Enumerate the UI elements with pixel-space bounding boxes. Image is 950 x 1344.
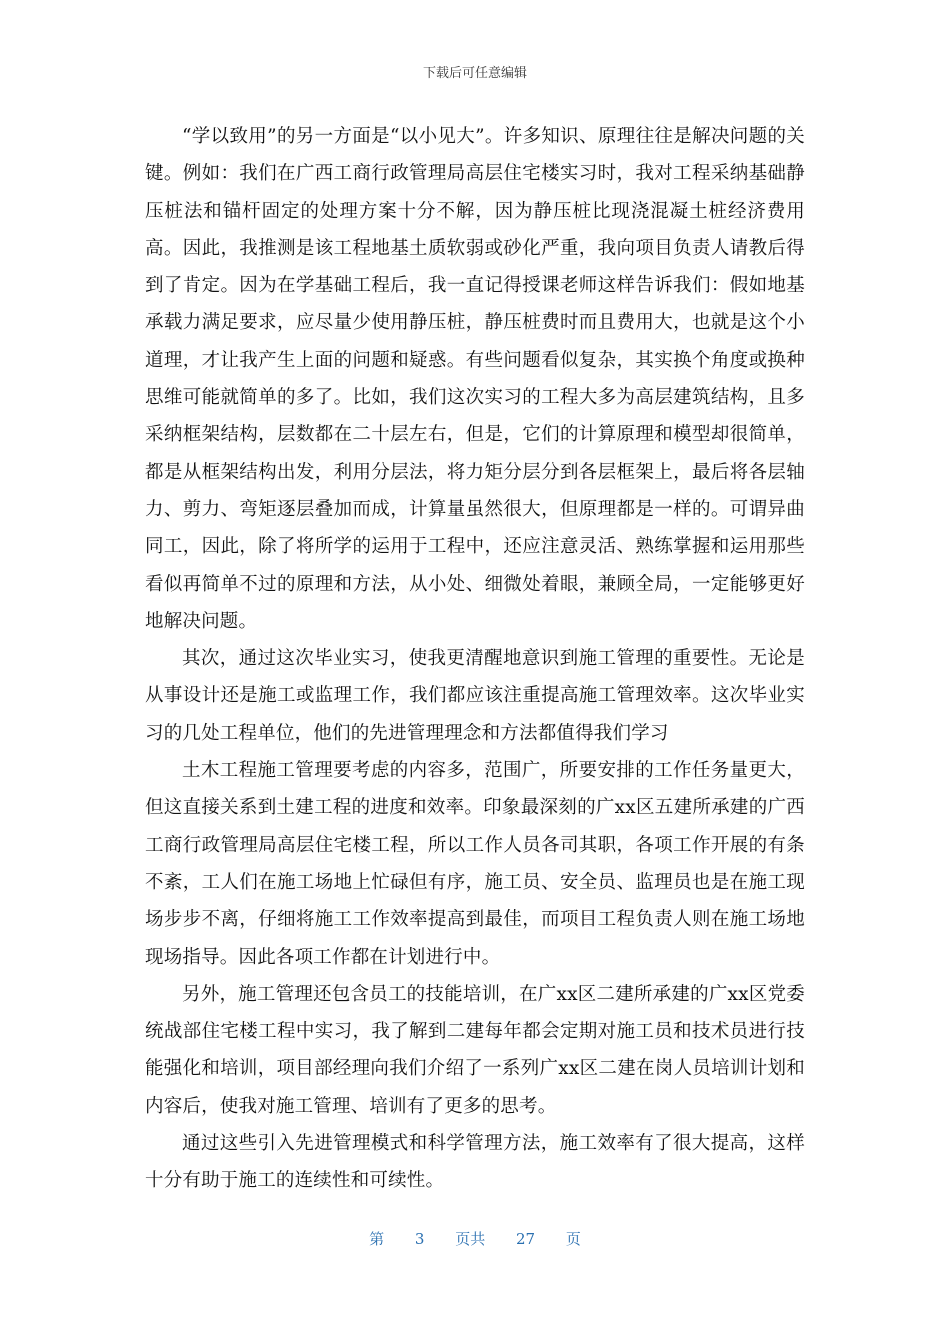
header-text: 下载后可任意编辑 — [422, 66, 527, 81]
paragraph: 土木工程施工管理要考虑的内容多，范围广，所要安排的工作任务量更大，但这直接关系到土建工程的进度和效率。印象最深刻的广xx区五建所承建的广西工商行政管理局高层住宅楼工程，所以工作人员各司其职，各项工作开展的有条不紊，工人们在施工场地上忙碌但有序，施工员、安全员、监理员也是在施工现场步步不离，仔细将施工工作效率提高到最佳，而项目工程负责人则在施工场地现场指导。因此各项工作都在计划进行中。 — [145, 760, 805, 968]
page-footer — [0, 1228, 950, 1250]
footer-middle: 页共 — [455, 1230, 486, 1248]
page-header — [0, 64, 950, 84]
current-page-number: 3 — [414, 1230, 425, 1248]
document-body — [145, 118, 805, 1200]
paragraph: 通过这些引入先进管理模式和科学管理方法，施工效率有了很大提高，这样十分有助于施工的连续性和可续性。 — [145, 1133, 805, 1192]
footer-prefix: 第 — [369, 1230, 385, 1248]
paragraph: “学以致用”的另一方面是“以小见大”。许多知识、原理往往是解决问题的关键。例如：我们在广西工商行政管理局高层住宅楼实习时，我对工程采纳基础静压桩法和锚杆固定的处理方案十分不解，因为静压桩比现浇混凝土桩经济费用高。因此，我推测是该工程地基土质软弱或砂化严重，我向项目负责人请教后得到了肯定。因为在学基础工程后，我一直记得授课老师这样告诉我们：假如地基承载力满足要求，应尽量少使用静压桩，静压桩费时而且费用大，也就是这个小道理，才让我产生上面的问题和疑惑。有些问题看似复杂，其实换个角度或换种思维可能就简单的多了。比如，我们这次实习的工程大多为高层建筑结构，且多采纳框架结构，层数都在二十层左右，但是，它们的计算原理和模型却很简单，都是从框架结构出发，利用分层法，将力矩分层分到各层框架上，最后将各层轴力、剪力、弯矩逐层叠加而成，计算量虽然很大，但原理都是一样的。可谓异曲同工，因此，除了将所学的运用于工程中，还应注意灵活、熟练掌握和运用那些看似再简单不过的原理和方法，从小处、细微处着眼，兼顾全局，一定能够更好地解决问题。 — [145, 126, 805, 632]
total-pages-number: 27 — [516, 1230, 536, 1248]
paragraph: 另外，施工管理还包含员工的技能培训，在广xx区二建所承建的广xx区党委统战部住宅楼工程中实习，我了解到二建每年都会定期对施工员和技术员进行技能强化和培训，项目部经理向我们介绍了一系列广xx区二建在岗人员培训计划和内容后，使我对施工管理、培训有了更多的思考。 — [145, 983, 805, 1117]
footer-suffix: 页 — [565, 1230, 581, 1248]
paragraph: 其次，通过这次毕业实习，使我更清醒地意识到施工管理的重要性。无论是从事设计还是施工或监理工作，我们都应该注重提高施工管理效率。这次毕业实习的几处工程单位，他们的先进管理理念和方法都值得我们学习 — [145, 648, 805, 744]
